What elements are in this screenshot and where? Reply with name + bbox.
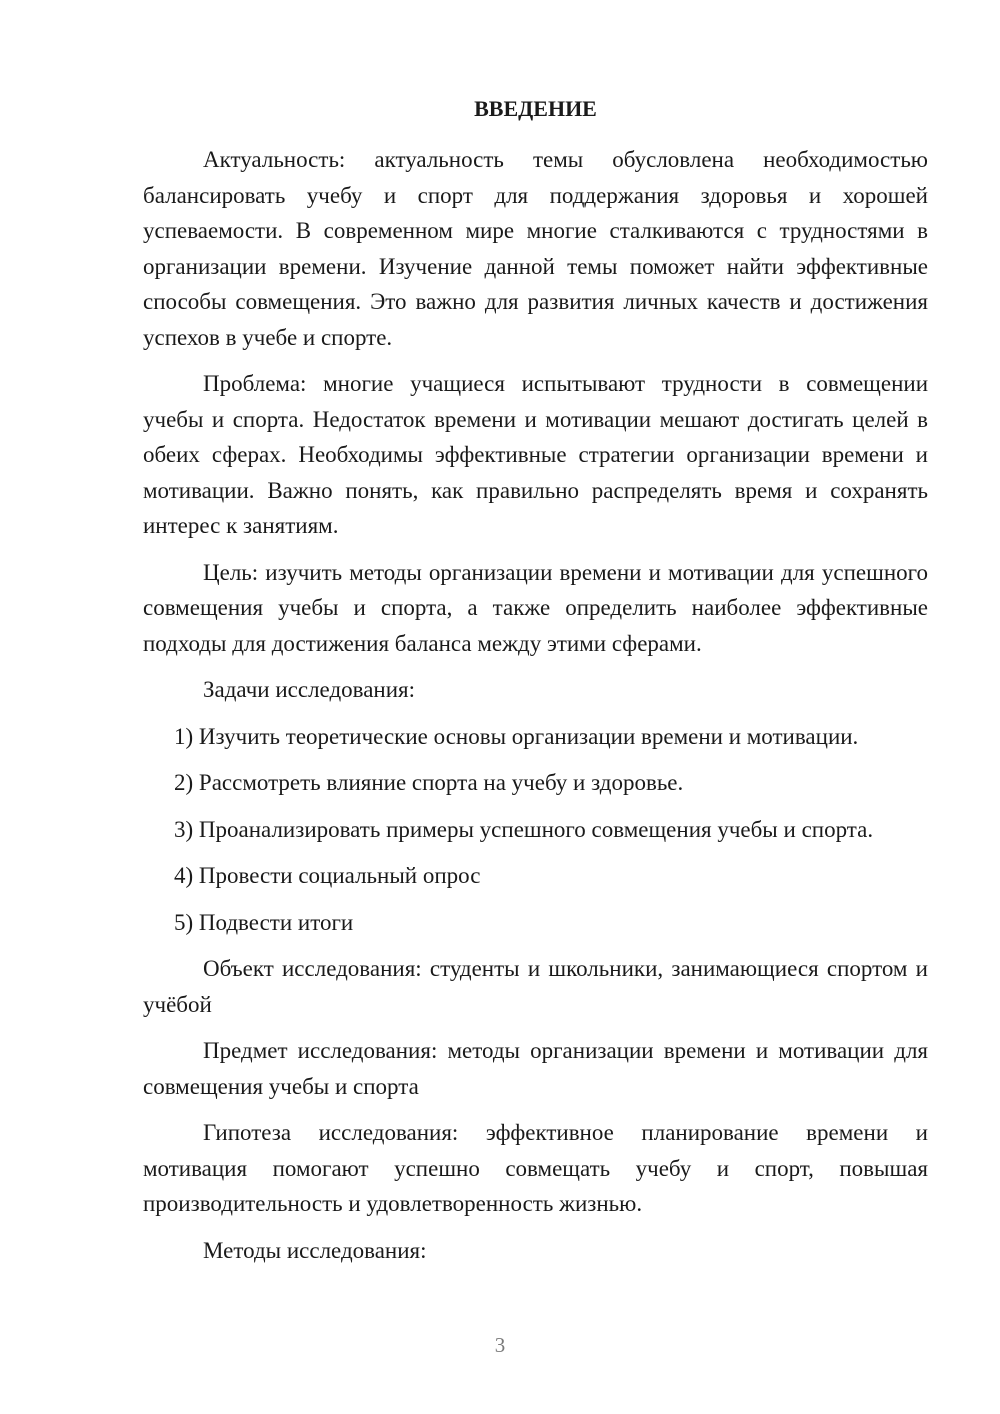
task-item-5: 5) Подвести итоги	[174, 909, 354, 935]
task-item-2: 2) Рассмотреть влияние спорта на учебу и здоровье.	[174, 770, 684, 795]
relevance-paragraph: Актуальность: актуальность темы обусловлена необходимостью балансировать учебу и спорт для поддержания здоровья и хорошей успеваемости. В современном мире многие сталкиваются с трудностями в организации времени. Изучение данной темы поможет найти эффективные способы совмещения. Это важно для развития личных качеств и достижения успехов в учебе и спорте.	[143, 147, 928, 350]
task-item-1: 1) Изучить теоретические основы организации времени и мотивации.	[174, 723, 859, 749]
object-paragraph: Объект исследования: студенты и школьники, занимающиеся спортом и учёбой	[143, 956, 928, 1017]
hypothesis-paragraph: Гипотеза исследования: эффективное планирование времени и мотивация помогают успешно совмещать учебу и спорт, повышая производительность и удовлетворенность жизнью.	[143, 1120, 928, 1216]
problem-paragraph: Проблема: многие учащиеся испытывают трудности в совмещении учебы и спорта. Недостаток времени и мотивации мешают достигать целей в обеих сферах. Необходимы эффективные стратегии организации времени и мотивации. Важно понять, как правильно распределять время и сохранять интерес к занятиям.	[143, 371, 928, 538]
task-item-4: 4) Провести социальный опрос	[174, 863, 481, 888]
page-title: ВВЕДЕНИЕ	[474, 96, 597, 121]
goal-paragraph: Цель: изучить методы организации времени и мотивации для успешного совмещения учебы и спорта, а также определить наиболее эффективные подходы для достижения баланса между этими сферами.	[143, 559, 928, 656]
document-page	[143, 94, 928, 1279]
tasks-heading: Задачи исследования:	[203, 677, 416, 702]
subject-paragraph: Предмет исследования: методы организации времени и мотивации для совмещения учебы и спорта	[143, 1038, 928, 1099]
task-item-3: 3) Проанализировать примеры успешного совмещения учебы и спорта.	[174, 816, 874, 842]
page-number: 3	[494, 1333, 506, 1357]
methods-heading: Методы исследования:	[203, 1237, 427, 1263]
